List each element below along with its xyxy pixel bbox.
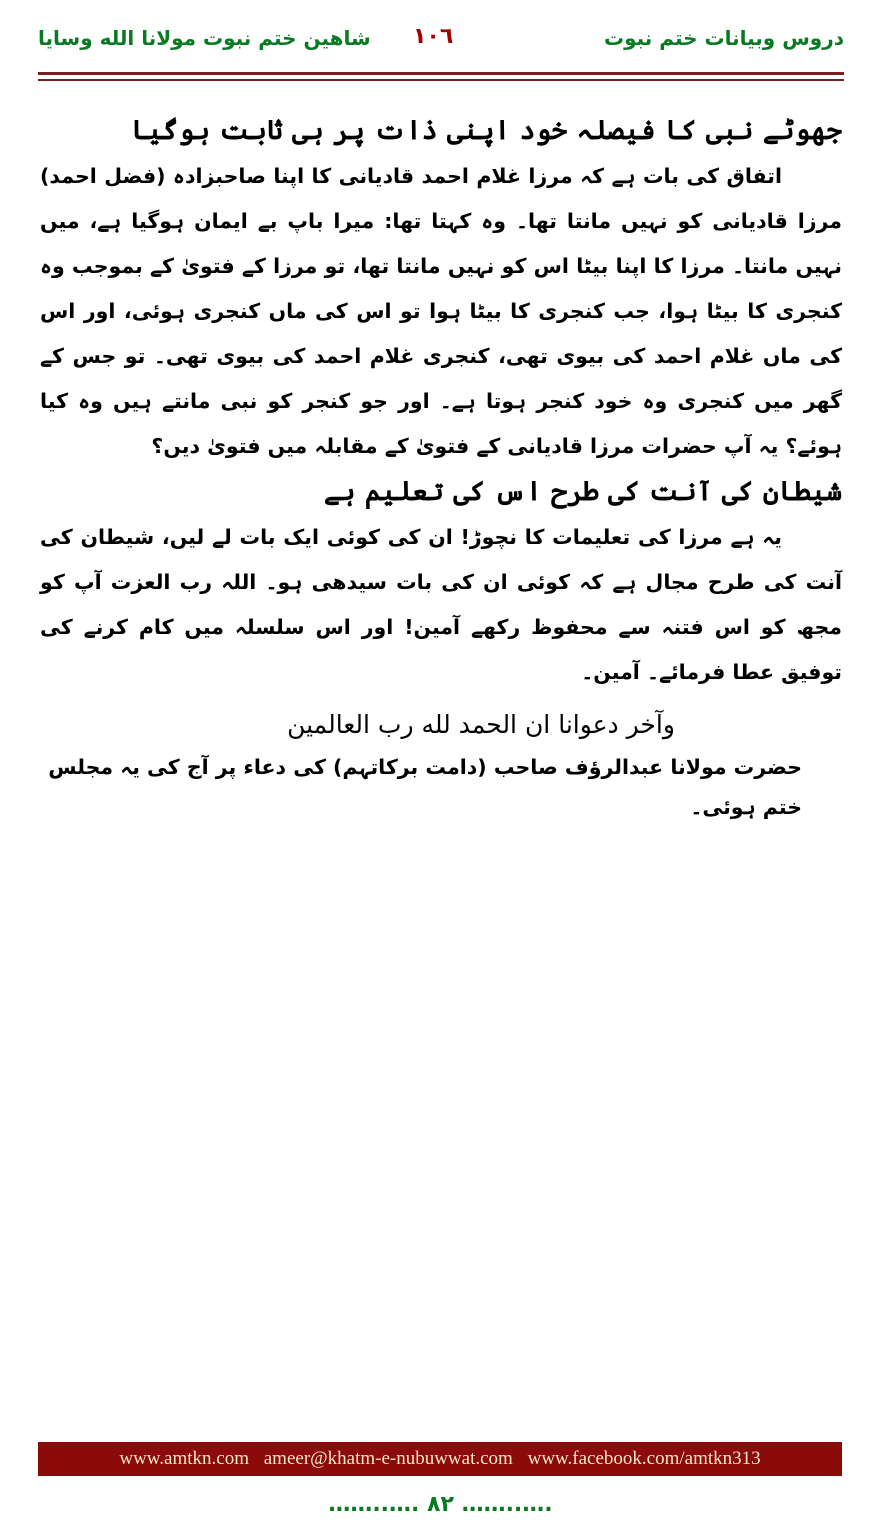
page-header (38, 22, 844, 62)
closing-note: حضرت مولانا عبدالرؤف صاحب (دامت برکاتہم) کی دعاء پر آج کی یہ مجلس ختم ہوئی۔ (48, 755, 802, 819)
header-rule-top (38, 72, 844, 75)
footer-email-link[interactable]: ameer@khatm-e-nubuwwat.com (263, 1448, 513, 1469)
footer-links (114, 1448, 765, 1470)
footer-facebook-link[interactable]: www.facebook.com/amtkn313 (527, 1448, 761, 1469)
footer-bar (38, 1442, 842, 1476)
section-paragraph-2: یہ ہے مرزا کی تعلیمات کا نچوڑ! ان کی کوئی ایک بات لے لیں، شیطان کی آنت کی طرح مجال ہے کہ کوئی ان کی بات سیدھی ہو۔ اللہ رب العزت آپ کو مجھ کو اس فتنہ سے محفوظ رکھے آمین! اور اس سلسلہ میں کام کرنے کی توفیق عطا فرمائے۔ آمین۔ (40, 525, 842, 684)
section-paragraph-1: اتفاق کی بات ہے کہ مرزا غلام احمد قادیانی کا اپنا صاحبزادہ (فضل احمد) مرزا قادیانی کو نہیں مانتا تھا۔ وہ کہتا تھا: میرا باپ بے ایمان ہوگیا ہے، میں نہیں مانتا۔ مرزا کا اپنا بیٹا اس کو نہیں مانتا تھا، تو مرزا کے فتویٰ کے بموجب وہ کنجری کا بیٹا ہوا، جب کنجری کا بیٹا ہوا تو اس کی ماں کنجری ہوئی، اور اس کی ماں غلام احمد کی بیوی تھی، کنجری غلام احمد کی بیوی تھی۔ تو جس کے گھر میں کنجری وہ خود کنجر ہوتا ہے۔ اور جو کنجر کو نبی مانتے ہیں وہ کیا ہوئے؟ یہ آپ حضرات مرزا قادیانی کے فتویٰ کے مقابلہ میں فتویٰ دیں؟ (40, 164, 842, 458)
closing-dua: وآخر دعوانا ان الحمد لله رب العالمين (287, 710, 675, 739)
header-rule-bottom (38, 79, 844, 81)
section-heading-2: شیطان کی آنت کی طرح اس کی تعلیم ہے (323, 476, 842, 507)
page-content (40, 108, 842, 827)
header-page-number: ١٠٦ (413, 24, 454, 49)
footer-page-number: ……..…. ۸۲ ……..…. (328, 1492, 553, 1517)
footer-website-link[interactable]: www.amtkn.com (119, 1448, 249, 1469)
section-heading-1: جھوٹے نبی کا فیصلہ خود اپنی ذات پر ہی ثابت ہوگیا (131, 115, 842, 146)
book-title: دروس وبیانات ختم نبوت (604, 26, 844, 50)
series-title: شاهین ختم نبوت مولانا الله وسایا (38, 26, 371, 50)
